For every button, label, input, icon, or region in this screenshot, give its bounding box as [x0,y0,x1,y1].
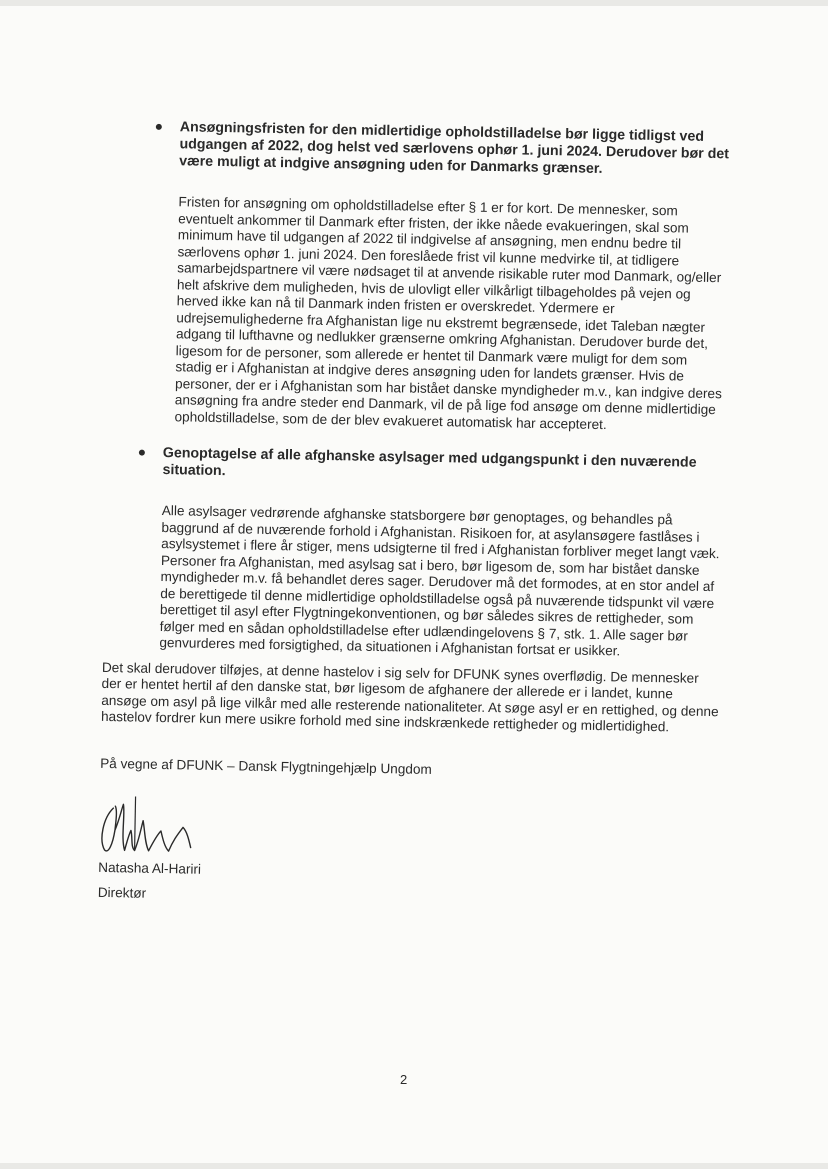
sign-on-line: På vegne af DFUNK – Dansk Flygtningehjælp Ungdom [100,755,432,777]
bullet-body: Fristen for ansøgning om opholdstilladelse efter § 1 er for kort. De mennesker, som eventuelt ankommer til Danmark efter fristen, der ikke nåede evakueringen, skal som minimum have til udgangen af 2022 til indgivelse af ansøgning, men endnu bedre til særlovens ophør 1. juni 2024. Den foreslåede frist vil kunne medvirke til, at tidligere samarbejdspartnere vil være nødsaget til at anvende risikable ruter mod Danmark, og/eller helt afskrive dem muligheden, hvis de ulovligt eller vilkårligt tilbageholdes på vejen og herved ikke kan nå til Danmark inden fristen er overskredet. Ydermere er udrejsemulighederne fra Afghanistan lige nu ekstremt begrænsede, idet Taleban nægter adgang til lufthavne og nedlukker grænserne omkring Afghanistan. Derudover burde det, ligesom for de personer, som allerede er hentet til Danmark være muligt for dem som stadig er i Afghanistan at indgive deres ansøgning uden for landets grænser. Hvis de personer, der er i Afghanistan som har bistået danske myndigheder m.v., kan indgive deres ansøgning fra andre steder end Danmark, vil de på lige fod ansøge om denne midlertidige opholdstilladelse, som de der blev evakueret automatisk har accepteret. [174,194,723,432]
signatory-title: Direktør [97,884,147,901]
signatory-name: Natasha Al-Hariri [98,859,202,877]
closing-paragraph: Det skal derudover tilføjes, at denne hastelov i sig selv for DFUNK synes overflødig. De mennesker der er hentet hertil af den danske stat, bør ligesom de afghanere der allerede er i landet, kunne ansøge om asyl på lige vilkår med alle resterende nationaliteter. At søge asyl er en rettighed, og denne hastelov fordrer kun mere usikre forhold med sine indskrænkede rettigheder og midlertidighed. [100,659,719,735]
scan-edge-bottom [0,1163,828,1169]
letter-content [98,118,730,912]
page-number: 2 [400,1072,408,1087]
list-item [174,119,730,435]
bullet-body: Alle asylsager vedrørende afghanske statsborgere bør genoptages, og behandles på baggrund af de nuværende forhold i Afghanistan. Risikoen for, at asylansøgere fastlåses i asylsystemet i flere år stiger, mens udsigterne til fred i Afghanistan forbliver meget langt væk. Personer fra Afghanistan, med asylsag sat i bero, bør ligesom de, som har bistået danske myndigheder m.v. få behandlet deres sager. Derudover må det formodes, at en stor andel af de berettigede til denne midlertidige opholdstilladelse også på nuværende tidspunkt vil være berettiget til asyl efter Flygtningekonventionen, og bør således sikres de rettigheder, som følger med en sådan opholdstilladelse efter udlændingelovens § 7, stk. 1. Alle sager bør genvurderes med forsigtighed, da situationen i Afghanistan fortsat er usikker. [159,502,720,659]
scan-edge-top [0,0,828,6]
bullet-icon [139,450,145,456]
signature-image [94,790,205,858]
bullet-heading: Genoptagelse af alle afghanske asylsager med udgangspunkt i den nuværende situation. [162,444,697,480]
bullet-heading: Ansøgningsfristen for den midlertidige opholdstilladelse bør ligge tidligst ved udgangen af 2022, dog helst ved særlovens ophør 1. juni 2024. Derudover bør det være muligt at indgive ansøgning uden for Danmarks grænser. [179,119,730,177]
list-item [159,445,724,662]
bullet-icon [156,124,162,130]
